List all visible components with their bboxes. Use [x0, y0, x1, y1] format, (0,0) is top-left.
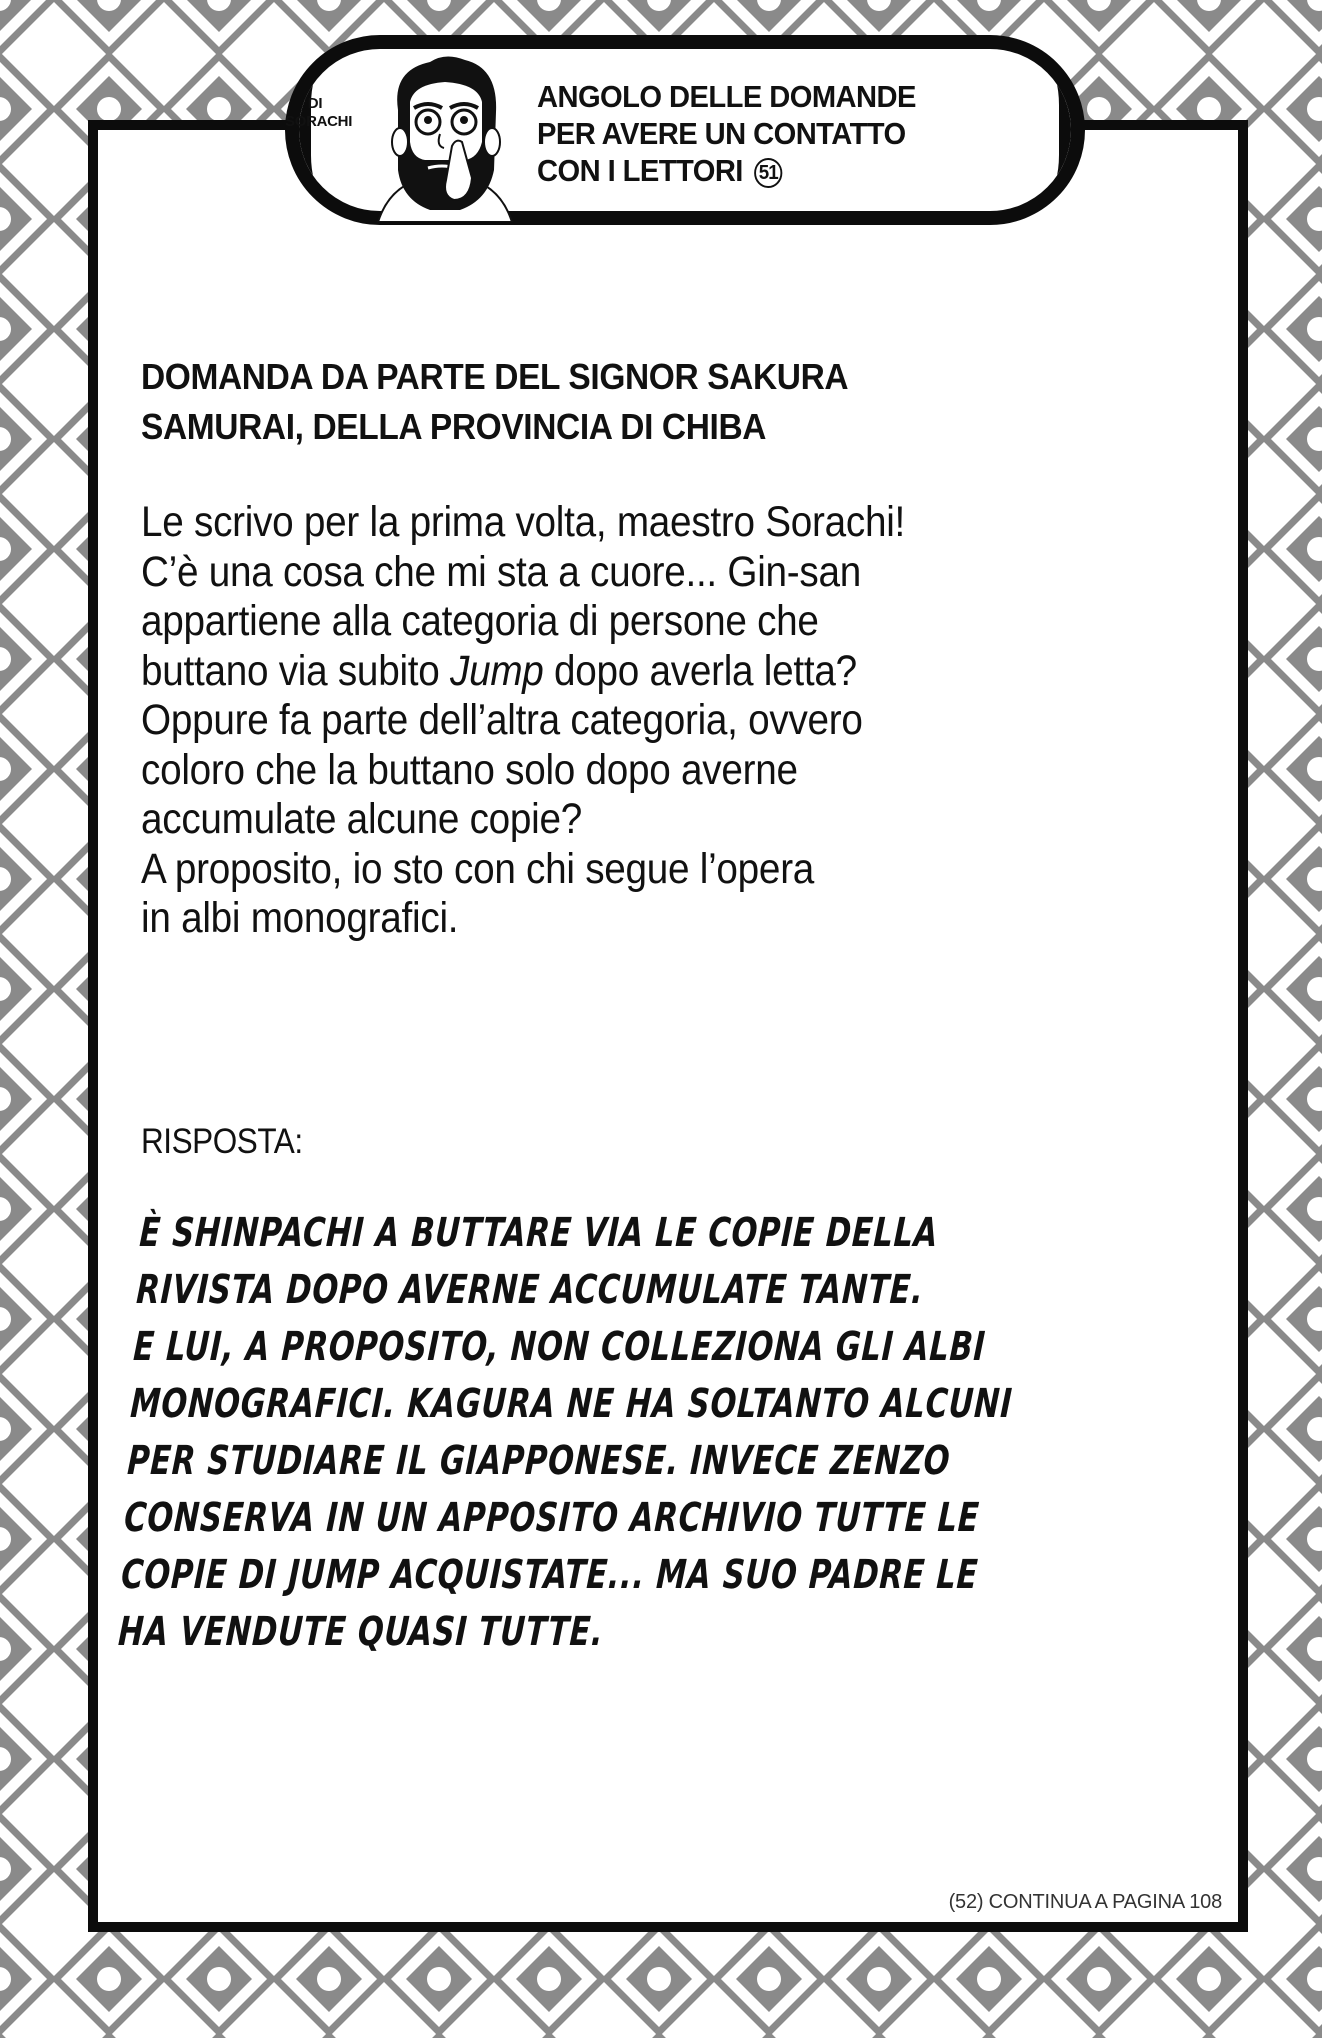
question-heading-line: DOMANDA DA PARTE DEL SIGNOR SAKURA	[141, 356, 849, 397]
answer-line: E LUI, A PROPOSITO, NON COLLEZIONA GLI ALBI	[132, 1324, 987, 1370]
question-line-after: dopo averla letta?	[543, 646, 857, 695]
answer-line: MONOGRAFICI. KAGURA NE HA SOLTANTO ALCUNI	[129, 1381, 1014, 1427]
question-line	[141, 647, 1095, 697]
question-line: coloro che la buttano solo dopo averne	[141, 745, 798, 794]
magazine-name: Jump	[449, 646, 544, 695]
question-body	[141, 498, 1095, 944]
answer-line: PER STUDIARE IL GIAPPONESE. INVECE ZENZO	[126, 1438, 952, 1484]
author-tag-line: SORACHI	[285, 113, 353, 130]
question-line: C’è una cosa che mi sta a cuore... Gin-san	[141, 547, 862, 596]
title-line-text: CON I LETTORI	[537, 153, 743, 188]
answer-label: RISPOSTA:	[141, 1122, 303, 1161]
answer-line: RIVISTA DOPO AVERNE ACCUMULATE TANTE.	[135, 1267, 925, 1313]
question-heading-line: SAMURAI, DELLA PROVINCIA DI CHIBA	[141, 406, 767, 447]
answer-line: HA VENDUTE QUASI TUTTE.	[117, 1609, 605, 1655]
title-line: ANGOLO DELLE DOMANDE	[537, 79, 916, 114]
question-line: in albi monografici.	[141, 894, 459, 942]
answer-body	[117, 1205, 1014, 1661]
question-line: appartiene alla categoria di persone che	[141, 597, 819, 645]
question-line: Oppure fa parte dell’altra categoria, ovvero	[141, 696, 863, 744]
question-line: Le scrivo per la prima volta, maestro Sorachi!	[141, 498, 906, 546]
issue-number-badge: 51	[754, 158, 782, 188]
answer-line: COPIE DI JUMP ACQUISTATE... MA SUO PADRE LE	[120, 1552, 980, 1598]
title-line: PER AVERE UN CONTATTO	[537, 116, 906, 151]
author-tag-line: DI	[307, 95, 323, 112]
answer-line: È SHINPACHI A BUTTARE VIA LE COPIE DELLA	[138, 1210, 940, 1256]
title-line	[537, 152, 1026, 189]
question-line: accumulate alcune copie?	[141, 795, 583, 843]
author-tag	[285, 95, 353, 131]
continued-note: (52) CONTINUA A PAGINA 108	[948, 1891, 1222, 1913]
answer-line: CONSERVA IN UN APPOSITO ARCHIVIO TUTTE LE	[123, 1495, 981, 1541]
question-line-before: buttano via subito	[141, 646, 450, 695]
sorachi-avatar-icon	[370, 50, 520, 222]
question-heading	[141, 352, 1071, 452]
question-line: A proposito, io sto con chi segue l’opera	[141, 844, 815, 893]
page-title	[537, 78, 1026, 189]
